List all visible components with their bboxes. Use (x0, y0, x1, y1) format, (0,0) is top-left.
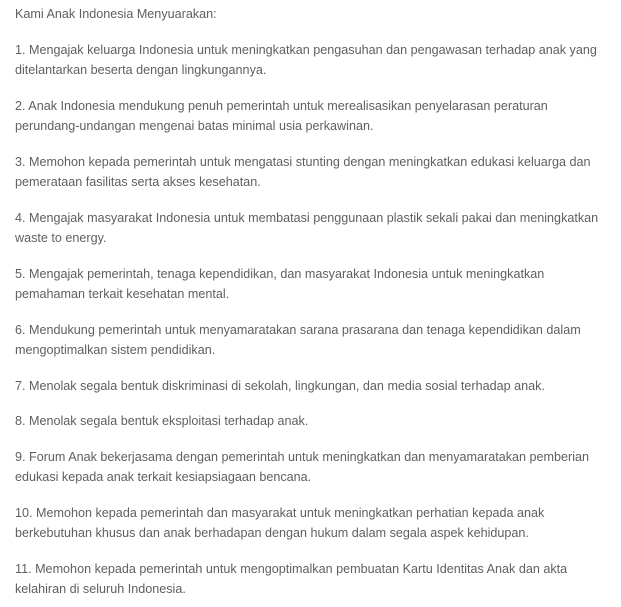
list-item: 3. Memohon kepada pemerintah untuk mengatasi stunting dengan meningkatkan edukasi keluarga dan pemerataan fasilitas serta akses kesehatan. (15, 154, 591, 189)
document-body (15, 4, 615, 600)
list-item: 10. Memohon kepada pemerintah dan masyarakat untuk meningkatkan perhatian kepada anak berkebutuhan khusus dan anak berhadapan dengan hukum dalam segala aspek kehidupan. (15, 505, 545, 540)
list-item: 4. Mengajak masyarakat Indonesia untuk membatasi penggunaan plastik sekali pakai dan meningkatkan waste to energy. (15, 210, 599, 245)
list-item: 2. Anak Indonesia mendukung penuh pemerintah untuk merealisasikan penyelarasan peraturan perundang-undangan mengenai batas minimal usia perkawinan. (15, 98, 548, 133)
list-item: 1. Mengajak keluarga Indonesia untuk meningkatkan pengasuhan dan pengawasan terhadap anak yang ditelantarkan beserta dengan lingkungannya. (15, 42, 597, 77)
list-item: 8. Menolak segala bentuk eksploitasi terhadap anak. (15, 414, 309, 428)
list-item: 11. Memohon kepada pemerintah untuk mengoptimalkan pembuatan Kartu Identitas Anak dan akta kelahiran di seluruh Indonesia. (15, 561, 568, 596)
list-item: 6. Mendukung pemerintah untuk menyamaratakan sarana prasarana dan tenaga kependidikan dalam mengoptimalkan sistem pendidikan. (15, 322, 581, 357)
intro-text: Kami Anak Indonesia Menyuarakan: (15, 7, 217, 21)
list-item: 9. Forum Anak bekerjasama dengan pemerintah untuk meningkatkan dan menyamaratakan pemberian edukasi kepada anak terkait kesiapsiagaan bencana. (15, 449, 590, 484)
list-item: 7. Menolak segala bentuk diskriminasi di sekolah, lingkungan, dan media sosial terhadap anak. (15, 378, 545, 393)
list-item: 5. Mengajak pemerintah, tenaga kependidikan, dan masyarakat Indonesia untuk meningkatkan pemahaman terkait kesehatan mental. (15, 266, 545, 301)
